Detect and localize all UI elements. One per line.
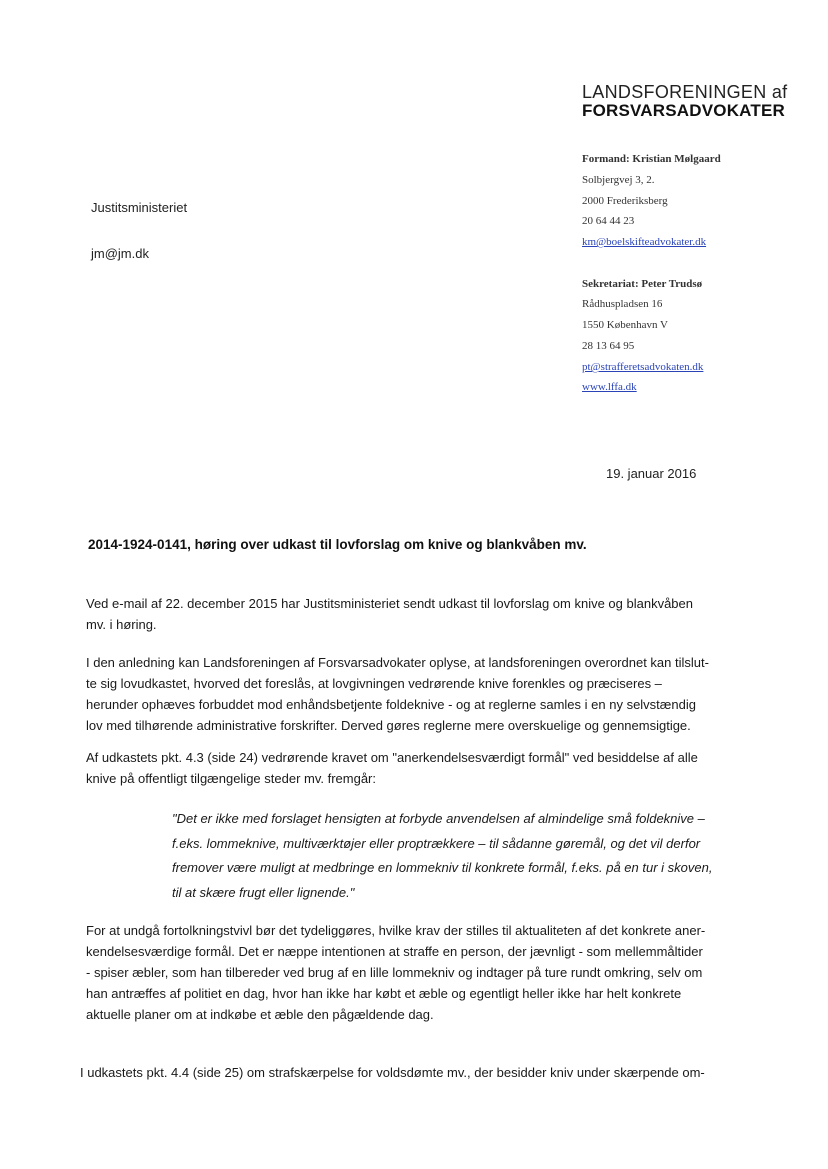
paragraph-line: I den anledning kan Landsforeningen af Forsvarsadvokater oplyse, at landsforeningen overordnet kan tilslut-	[86, 655, 709, 670]
formand-city: 2000 Frederiksberg	[582, 195, 668, 207]
paragraph-line: Ved e-mail af 22. december 2015 har Justitsministeriet sendt udkast til lovforslag om knive og blankvåben	[86, 596, 693, 611]
paragraph-line: I udkastets pkt. 4.4 (side 25) om strafskærpelse for voldsdømte mv., der besidder kniv under skærpende om-	[80, 1065, 705, 1080]
quote-line: "Det er ikke med forslaget hensigten at forbyde anvendelsen af almindelige små foldeknive –	[172, 811, 705, 826]
paragraph-line: kendelsesværdige formål. Det er næppe intentionen at straffe en person, der jævnligt - som mellemmåltider	[86, 944, 703, 959]
paragraph-5	[80, 1062, 712, 1083]
paragraph-1	[86, 593, 718, 635]
paragraph-line: knive på offentligt tilgængelige steder mv. fremgår:	[86, 771, 376, 786]
paragraph-line: mv. i høring.	[86, 617, 157, 632]
paragraph-4	[86, 920, 718, 1025]
sekretariat-email-link[interactable]: pt@strafferetsadvokaten.dk	[582, 361, 704, 373]
formand-title: Formand: Kristian Mølgaard	[582, 153, 721, 165]
recipient-email: jm@jm.dk	[91, 246, 149, 261]
quote-line: til at skære frugt eller lignende."	[172, 884, 355, 900]
paragraph-line: herunder ophæves forbuddet mod enhåndsbetjente foldeknive - og at reglerne samles i en ny selvstændig	[86, 697, 696, 712]
paragraph-line: lov med tilhørende administrative forskrifter. Derved gøres reglerne mere overskuelige og gennemsigtige.	[86, 718, 691, 733]
logo-line2: FORSVARSADVOKATER	[582, 101, 786, 120]
recipient-name: Justitsministeriet	[91, 200, 188, 215]
paragraph-line: aktuelle planer om at indkøbe et æble den pågældende dag.	[86, 1007, 434, 1022]
formand-street: Solbjergvej 3, 2.	[582, 174, 655, 186]
paragraph-3	[86, 747, 718, 789]
quote-line: f.eks. lommeknive, multiværktøjer eller proptrækkere – til sådanne gøremål, og det vil derfor	[172, 835, 701, 851]
paragraph-2	[86, 652, 718, 736]
logo-line1: LANDSFORENINGEN af	[582, 82, 788, 102]
sekretariat-title: Sekretariat: Peter Trudsø	[582, 278, 703, 290]
paragraph-line: - spiser æbler, som han tilbereder ved brug af en lille lommekniv og indtager på ture rundt omkring, selv om	[86, 965, 703, 980]
quote-line: fremover være muligt at medbringe en lommekniv til konkrete formål, f.eks. på en tur i skoven,	[172, 860, 713, 875]
paragraph-line: Af udkastets pkt. 4.3 (side 24) vedrørende kravet om "anerkendelsesværdigt formål" ved besiddelse af alle	[86, 750, 698, 765]
website-link[interactable]: www.lffa.dk	[582, 381, 637, 393]
paragraph-line: te sig lovudkastet, hvorved det foreslås, at lovgivningen vedrørende knive forenkles og præciseres –	[86, 676, 662, 691]
sekretariat-phone: 28 13 64 95	[582, 340, 635, 352]
sekretariat-street: Rådhuspladsen 16	[582, 298, 663, 310]
block-quote	[172, 807, 720, 905]
subject-line: 2014-1924-0141, høring over udkast til lovforslag om knive og blankvåben mv.	[88, 537, 587, 552]
letter-date: 19. januar 2016	[606, 466, 697, 481]
paragraph-line: han antræffes af politiet en dag, hvor han ikke har købt et æble og egentligt heller ikke har helt konkrete	[86, 986, 682, 1001]
formand-email-link[interactable]: km@boelskifteadvokater.dk	[582, 236, 707, 248]
formand-phone: 20 64 44 23	[582, 215, 635, 227]
paragraph-line: For at undgå fortolkningstvivl bør det tydeliggøres, hvilke krav der stilles til aktualiteten af det konkrete aner-	[86, 923, 706, 938]
sekretariat-city: 1550 København V	[582, 319, 668, 331]
